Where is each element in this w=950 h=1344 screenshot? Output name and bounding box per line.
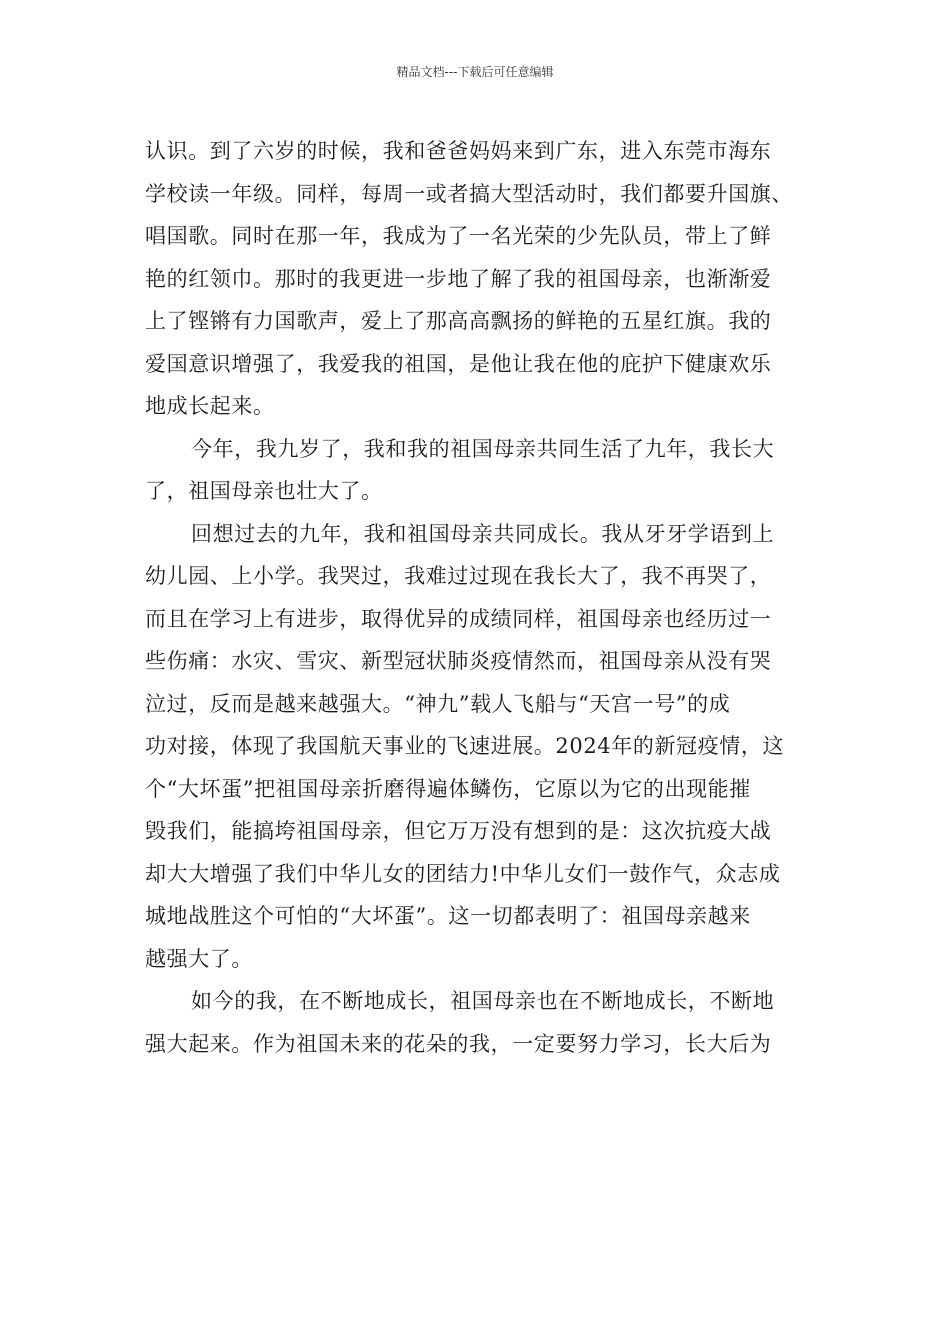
text-line: 泣过，反而是越来越强大。“神九”载人飞船与“天宫一号”的成 xyxy=(145,691,731,716)
text-line: 了，祖国母亲也壮大了。 xyxy=(145,479,383,503)
text-line: 些伤痛：水灾、雪灾、新型冠状肺炎疫情然而，祖国母亲从没有哭 xyxy=(145,649,772,673)
text-line: 个“大坏蛋”把祖国母亲折磨得遍体鳞伤，它原以为它的出现能摧 xyxy=(145,776,751,801)
text-line: 强大起来。作为祖国未来的花朵的我，一定要努力学习，长大后为 xyxy=(145,1031,772,1056)
text-line: 上了铿锵有力国歌声，爱上了那高高飘扬的鲜艳的五星红旗。我的 xyxy=(145,309,772,333)
paragraph xyxy=(145,428,817,513)
text-line: 越强大了。 xyxy=(145,946,253,971)
paragraph xyxy=(145,130,817,428)
text-line: 学校读一年级。同样，每周一或者搞大型活动时，我们都要升国旗、 xyxy=(145,181,793,206)
text-line: 唱国歌。同时在那一年，我成为了一名光荣的少先队员，带上了鲜 xyxy=(145,224,772,248)
text-line: 艳的红领巾。那时的我更进一步地了解了我的祖国母亲，也渐渐爱 xyxy=(145,266,772,291)
text-line: 爱国意识增强了，我爱我的祖国，是他让我在他的庇护下健康欢乐 xyxy=(145,351,772,376)
page-header: 精品文档---下载后可任意编辑 xyxy=(396,65,554,79)
text-line: 地成长起来。 xyxy=(145,394,275,418)
text-line: 如今的我，在不断地成长，祖国母亲也在不断地成长，不断地 xyxy=(191,989,775,1013)
paragraph xyxy=(145,980,817,1065)
text-line: 幼儿园、上小学。我哭过，我难过过现在我长大了，我不再哭了， xyxy=(145,564,772,588)
paragraph xyxy=(145,513,817,981)
document-body xyxy=(145,130,817,1065)
text-line: 认识。到了六岁的时候，我和爸爸妈妈来到广东，进入东莞市海东 xyxy=(145,139,772,163)
text-line: 今年，我九岁了，我和我的祖国母亲共同生活了九年，我长大 xyxy=(191,436,775,461)
text-line: 毁我们，能搞垮祖国母亲，但它万万没有想到的是：这次抗疫大战 xyxy=(145,819,772,843)
text-line: 功对接，体现了我国航天事业的飞速进展。2024年的新冠疫情，这 xyxy=(145,734,785,758)
text-line: 城地战胜这个可怕的“大坏蛋”。这一切都表明了：祖国母亲越来 xyxy=(145,904,751,928)
text-line: 而且在学习上有进步，取得优异的成绩同样，祖国母亲也经历过一 xyxy=(145,606,772,631)
text-line: 却大大增强了我们中华儿女的团结力!中华儿女们一鼓作气，众志成 xyxy=(145,861,781,886)
text-line: 回想过去的九年，我和祖国母亲共同成长。我从牙牙学语到上 xyxy=(191,521,775,546)
